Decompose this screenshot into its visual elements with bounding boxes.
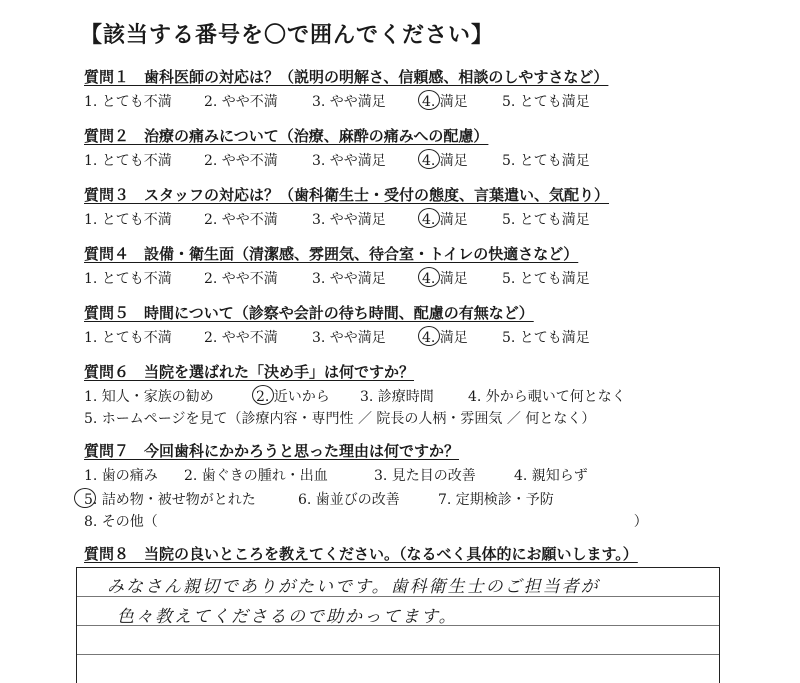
q6-options-line1 [84,386,626,406]
answer-rule [77,654,719,655]
answer-box[interactable] [76,567,720,683]
scale-options [84,268,590,288]
option-5[interactable]: 5. とても満足 [502,271,590,287]
option-1[interactable]: 1. とても不満 [84,153,172,169]
option-2[interactable]: 2. やや不満 [204,153,278,169]
handwritten-answer-line1: みなさん親切でありがたいです。歯科衛生士のご担当者が [107,577,600,597]
q6-option-5[interactable]: 5. ホームページを見て（診療内容・専門性 ／ 院長の人柄・雰囲気 ／ 何となく） [84,411,596,427]
option-2[interactable]: 2. やや不満 [204,212,278,228]
q7-options-line2 [84,489,648,509]
handwritten-answer-line2: 色々教えてくださるので助かってます。 [117,607,458,627]
question-heading: 質問７ 今回歯科にかかろうと思った理由は何ですか？ [84,442,460,460]
q7-option-3[interactable]: 3. 見た目の改善 [374,468,476,484]
scale-options [84,327,590,347]
option-1[interactable]: 1. とても不満 [84,212,172,228]
option-5[interactable]: 5. とても満足 [502,153,590,169]
selection-circle [418,90,440,110]
q7-option-5-selected[interactable]: 5. 詰め物・被せ物がとれた [84,489,298,509]
option-3[interactable]: 3. やや満足 [312,271,386,287]
q6-option-4[interactable]: 4. 外から覗いて何となく [468,389,626,405]
option-5[interactable]: 5. とても満足 [502,212,590,228]
option-1[interactable]: 1. とても不満 [84,330,172,346]
option-2[interactable]: 2. やや不満 [204,94,278,110]
q6-option-3[interactable]: 3. 診療時間 [360,389,434,405]
selection-circle [252,385,274,405]
selection-circle [418,149,440,169]
question-heading: 質問１ 歯科医師の対応は？（説明の明解さ、信頼感、相談のしやすさなど） [84,68,609,86]
option-4-selected[interactable]: 4. 満足 [422,91,502,111]
scale-options [84,209,609,229]
selection-circle [418,326,440,346]
question-heading: 質問６ 当院を選ばれた「決め手」は何ですか？ [84,363,415,381]
question-heading: 質問２ 治療の痛みについて（治療、麻酔の痛みへの配慮） [84,127,489,145]
scale-options [84,91,608,111]
q7-option-6[interactable]: 6. 歯並びの改善 [298,492,400,508]
selection-circle [418,267,440,287]
q6-option-1[interactable]: 1. 知人・家族の勧め [84,389,214,405]
q7-options-line1 [84,465,648,485]
option-3[interactable]: 3. やや満足 [312,94,386,110]
option-3[interactable]: 3. やや満足 [312,330,386,346]
q7-option-8-other[interactable]: 8. その他（ ） [84,514,648,530]
question-heading: 質問８ 当院の良いところを教えてください。（なるべく具体的にお願いします。） [84,545,638,563]
option-1[interactable]: 1. とても不満 [84,271,172,287]
option-4-selected[interactable]: 4. 満足 [422,268,502,288]
scale-options [84,150,590,170]
question-4 [84,243,590,288]
page-title: 【該当する番号を〇で囲んでください】 [80,23,495,48]
option-4-selected[interactable]: 4. 満足 [422,150,502,170]
question-2 [84,125,590,170]
q7-option-4[interactable]: 4. 親知らず [514,468,588,484]
q6-option-2-selected[interactable]: 2. 近いから [256,386,360,406]
option-3[interactable]: 3. やや満足 [312,212,386,228]
option-3[interactable]: 3. やや満足 [312,153,386,169]
option-5[interactable]: 5. とても満足 [502,94,590,110]
question-6 [84,361,626,428]
q7-option-1[interactable]: 1. 歯の痛み [84,468,158,484]
question-8 [84,543,638,564]
option-4-selected[interactable]: 4. 満足 [422,209,502,229]
option-4-selected[interactable]: 4. 満足 [422,327,502,347]
option-5[interactable]: 5. とても満足 [502,330,590,346]
selection-circle [418,208,440,228]
option-2[interactable]: 2. やや不満 [204,271,278,287]
question-3 [84,184,609,229]
selection-circle [74,488,96,508]
option-2[interactable]: 2. やや不満 [204,330,278,346]
question-heading: 質問５ 時間について（診察や会計の待ち時間、配慮の有無など） [84,304,534,322]
question-1 [84,66,608,111]
question-5 [84,302,590,347]
question-heading: 質問４ 設備・衛生面（清潔感、雰囲気、待合室・トイレの快適さなど） [84,245,579,263]
q7-option-2[interactable]: 2. 歯ぐきの腫れ・出血 [184,468,328,484]
q7-option-7[interactable]: 7. 定期検診・予防 [438,492,554,508]
option-1[interactable]: 1. とても不満 [84,94,172,110]
question-heading: 質問３ スタッフの対応は？（歯科衛生士・受付の態度、言葉遣い、気配り） [84,186,610,204]
question-7 [84,440,648,531]
